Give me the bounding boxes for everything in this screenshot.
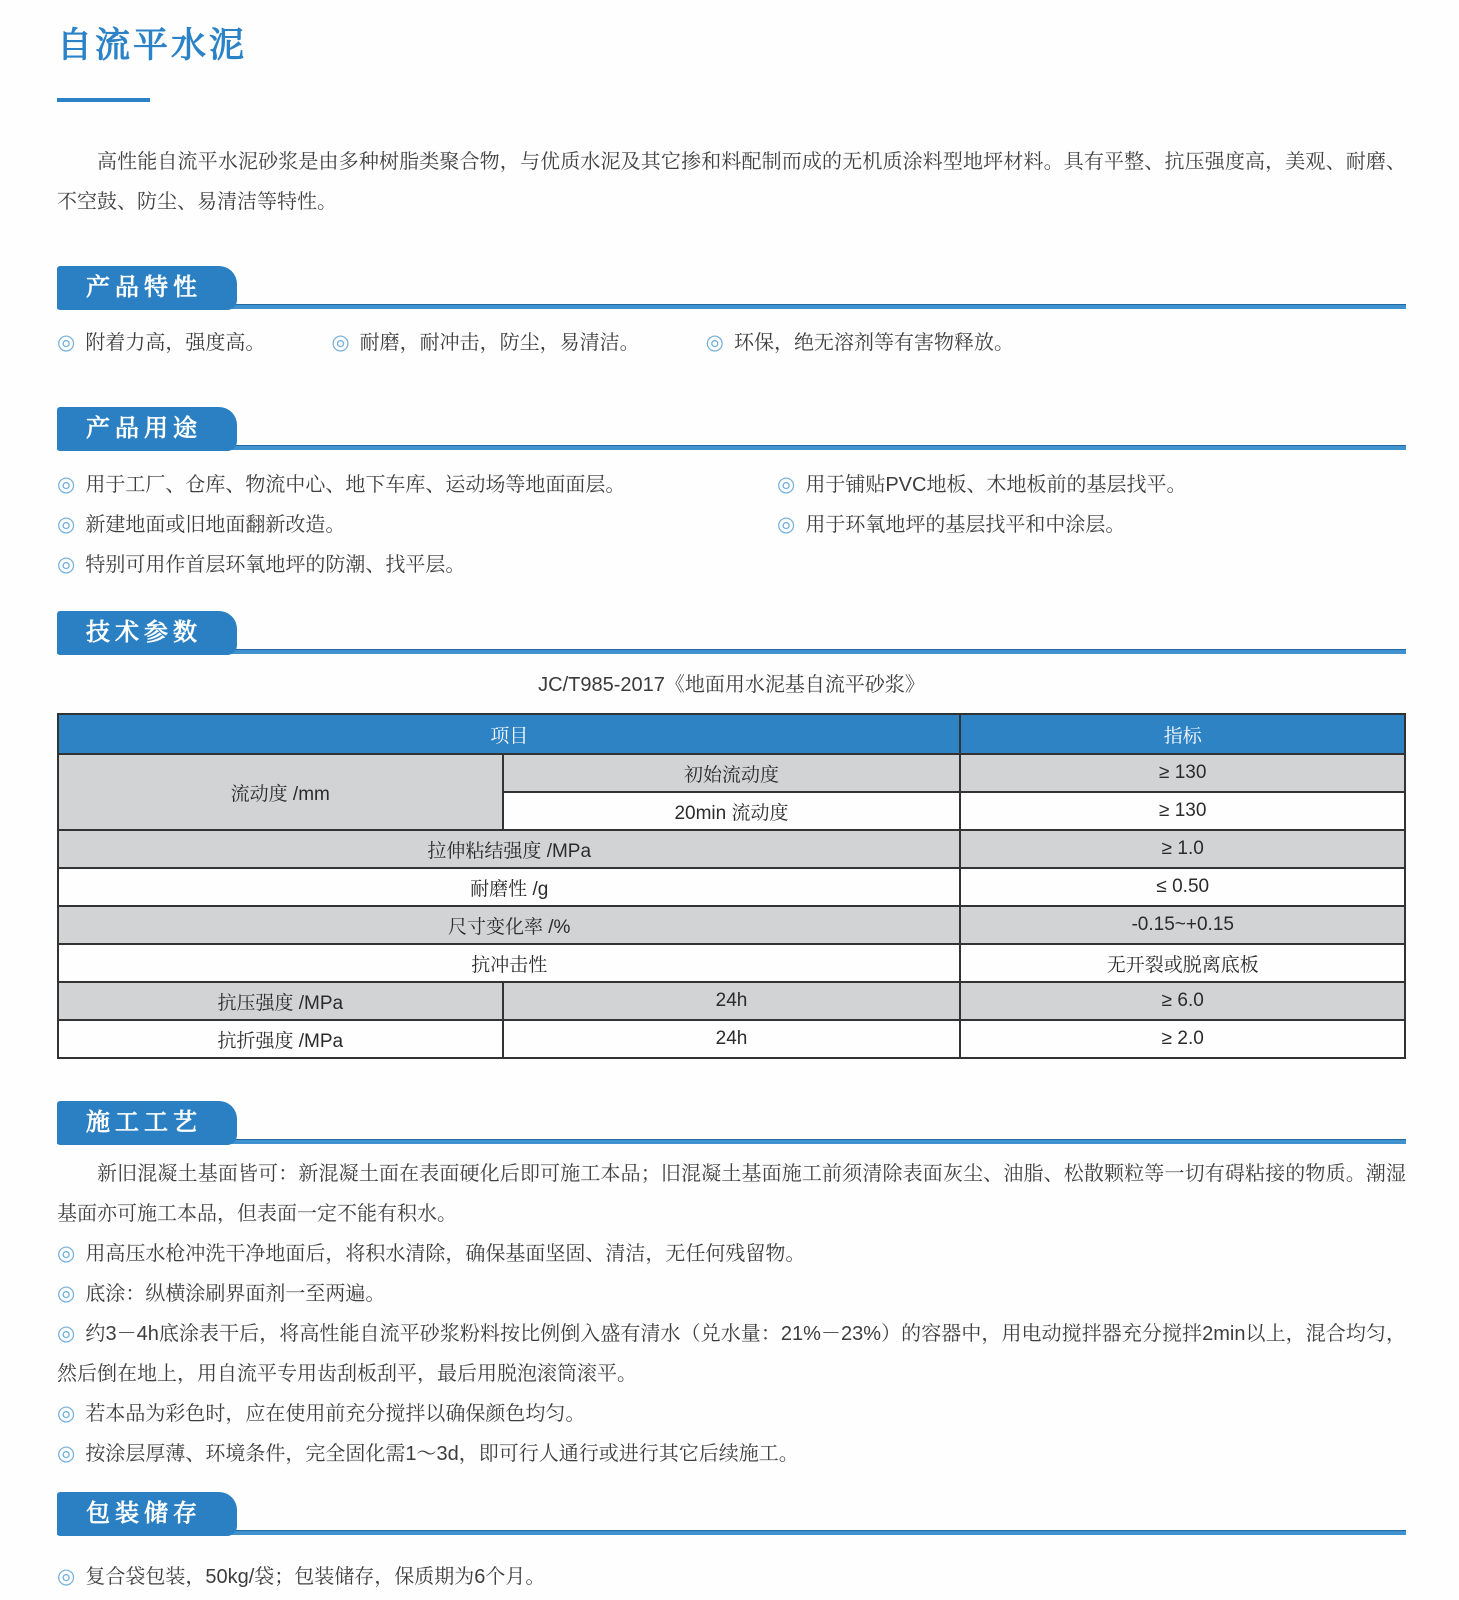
use-item — [57, 545, 777, 585]
table-row — [58, 944, 1405, 982]
use-item — [57, 465, 777, 505]
table-cell: ≥ 2.0 — [960, 1020, 1405, 1058]
section-header-tech — [57, 611, 1406, 654]
section-rule — [57, 1139, 1406, 1144]
table-row — [58, 982, 1405, 1020]
page-title: 自流平水泥 — [57, 26, 248, 65]
table-cell: 抗压强度 /MPa — [58, 982, 503, 1020]
section-tab-process: 施工工艺 — [57, 1101, 237, 1145]
process-step-text: 按涂层厚薄、环境条件，完全固化需1～3d，即可行人通行或进行其它后续施工。 — [85, 1443, 799, 1465]
table-cell: 无开裂或脱离底板 — [960, 944, 1405, 982]
table-cell: -0.15~+0.15 — [960, 906, 1405, 944]
ring-bullet-icon: ◎ — [331, 331, 350, 354]
table-cell: 拉伸粘结强度 /MPa — [58, 830, 960, 868]
ring-bullet-icon: ◎ — [57, 1242, 76, 1265]
packaging-item-text: 复合袋包装，50kg/袋；包装储存，保质期为6个月。 — [85, 1566, 546, 1588]
uses-column-left — [57, 465, 777, 585]
process-step — [57, 1314, 1406, 1394]
ring-bullet-icon: ◎ — [705, 331, 724, 354]
process-step — [57, 1434, 1406, 1474]
process-step-text: 约3－4h底涂表干后，将高性能自流平砂浆粉料按比例倒入盛有清水（兑水量：21%－23%）的容器中，用电动搅拌器充分搅拌2min以上，混合均匀，然后倒在地上，用自流平专用齿刮板刮平，最后用脱泡滚筒滚平。 — [57, 1323, 1406, 1385]
section-header-process — [57, 1101, 1406, 1144]
ring-bullet-icon: ◎ — [57, 331, 76, 354]
feature-item-text: 耐磨，耐冲击，防尘，易清洁。 — [359, 332, 640, 354]
ring-bullet-icon: ◎ — [57, 513, 76, 536]
section-rule — [57, 1530, 1406, 1535]
process-step — [57, 1274, 1406, 1314]
table-cell: 24h — [503, 1020, 961, 1058]
ring-bullet-icon: ◎ — [57, 1565, 76, 1588]
section-header-uses — [57, 407, 1406, 450]
table-cell: ≥ 130 — [960, 792, 1405, 830]
table-row — [58, 830, 1405, 868]
process-step — [57, 1394, 1406, 1434]
section-tab-tech: 技术参数 — [57, 611, 237, 655]
process-steps-list — [57, 1234, 1406, 1474]
table-cell: 20min 流动度 — [503, 792, 961, 830]
table-row — [58, 868, 1405, 906]
ring-bullet-icon: ◎ — [57, 473, 76, 496]
section-header-features — [57, 266, 1406, 309]
feature-item — [331, 323, 639, 363]
table-cell: 尺寸变化率 /% — [58, 906, 960, 944]
table-cell: 24h — [503, 982, 961, 1020]
table-cell: 耐磨性 /g — [58, 868, 960, 906]
ring-bullet-icon: ◎ — [57, 1322, 76, 1345]
table-cell: 抗折强度 /MPa — [58, 1020, 503, 1058]
features-list — [57, 323, 1406, 363]
feature-item — [57, 323, 265, 363]
ring-bullet-icon: ◎ — [57, 1282, 76, 1305]
section-rule — [57, 304, 1406, 309]
section-header-packaging — [57, 1492, 1406, 1535]
table-cell: ≥ 1.0 — [960, 830, 1405, 868]
ring-bullet-icon: ◎ — [777, 513, 796, 536]
table-cell: 初始流动度 — [503, 754, 961, 792]
section-rule — [57, 649, 1406, 654]
title-underline — [57, 98, 150, 102]
process-step-text: 底涂：纵横涂刷界面剂一至两遍。 — [85, 1283, 386, 1305]
table-row — [58, 1020, 1405, 1058]
section-tab-uses: 产品用途 — [57, 407, 237, 451]
table-cell: ≥ 130 — [960, 754, 1405, 792]
uses-column-right — [777, 465, 1406, 585]
use-item-text: 用于工厂、仓库、物流中心、地下车库、运动场等地面面层。 — [85, 474, 626, 496]
tech-params-table — [57, 713, 1406, 1059]
tech-table-caption: JC/T985-2017《地面用水泥基自流平砂浆》 — [538, 674, 925, 696]
packaging-item — [57, 1557, 1406, 1597]
section-rule — [57, 445, 1406, 450]
table-cell: ≤ 0.50 — [960, 868, 1405, 906]
use-item — [57, 505, 777, 545]
table-header-row — [58, 714, 1405, 754]
ring-bullet-icon: ◎ — [777, 473, 796, 496]
uses-list — [57, 465, 1406, 585]
process-intro-paragraph: 新旧混凝土基面皆可：新混凝土面在表面硬化后即可施工本品；旧混凝土基面施工前须清除表面灰尘、油脂、松散颗粒等一切有碍粘接的物质。潮湿基面亦可施工本品，但表面一定不能有积水。 — [57, 1163, 1406, 1225]
use-item-text: 用于环氧地坪的基层找平和中涂层。 — [805, 514, 1126, 536]
packaging-list — [57, 1557, 1406, 1597]
use-item — [777, 505, 1406, 545]
use-item-text: 用于铺贴PVC地板、木地板前的基层找平。 — [805, 474, 1187, 496]
table-row — [58, 906, 1405, 944]
section-tab-features: 产品特性 — [57, 266, 237, 310]
use-item-text: 新建地面或旧地面翻新改造。 — [85, 514, 346, 536]
table-row — [58, 754, 1405, 792]
ring-bullet-icon: ◎ — [57, 1442, 76, 1465]
use-item-text: 特别可用作首层环氧地坪的防潮、找平层。 — [85, 554, 466, 576]
table-header-index: 指标 — [960, 714, 1405, 754]
table-cell: 流动度 /mm — [58, 754, 503, 830]
process-step-text: 用高压水枪冲洗干净地面后，将积水清除，确保基面坚固、清洁，无任何残留物。 — [85, 1243, 806, 1265]
feature-item-text: 附着力高，强度高。 — [85, 332, 266, 354]
table-cell: ≥ 6.0 — [960, 982, 1405, 1020]
table-header-item: 项目 — [58, 714, 960, 754]
ring-bullet-icon: ◎ — [57, 1402, 76, 1425]
ring-bullet-icon: ◎ — [57, 553, 76, 576]
section-tab-packaging: 包装储存 — [57, 1492, 237, 1536]
intro-paragraph: 高性能自流平水泥砂浆是由多种树脂类聚合物，与优质水泥及其它掺和料配制而成的无机质涂料型地坪材料。具有平整、抗压强度高，美观、耐磨、不空鼓、防尘、易清洁等特性。 — [57, 151, 1406, 213]
use-item — [777, 465, 1406, 505]
process-step-text: 若本品为彩色时，应在使用前充分搅拌以确保颜色均匀。 — [85, 1403, 586, 1425]
feature-item — [706, 323, 1014, 363]
feature-item-text: 环保，绝无溶剂等有害物释放。 — [733, 332, 1014, 354]
process-step — [57, 1234, 1406, 1274]
table-cell: 抗冲击性 — [58, 944, 960, 982]
